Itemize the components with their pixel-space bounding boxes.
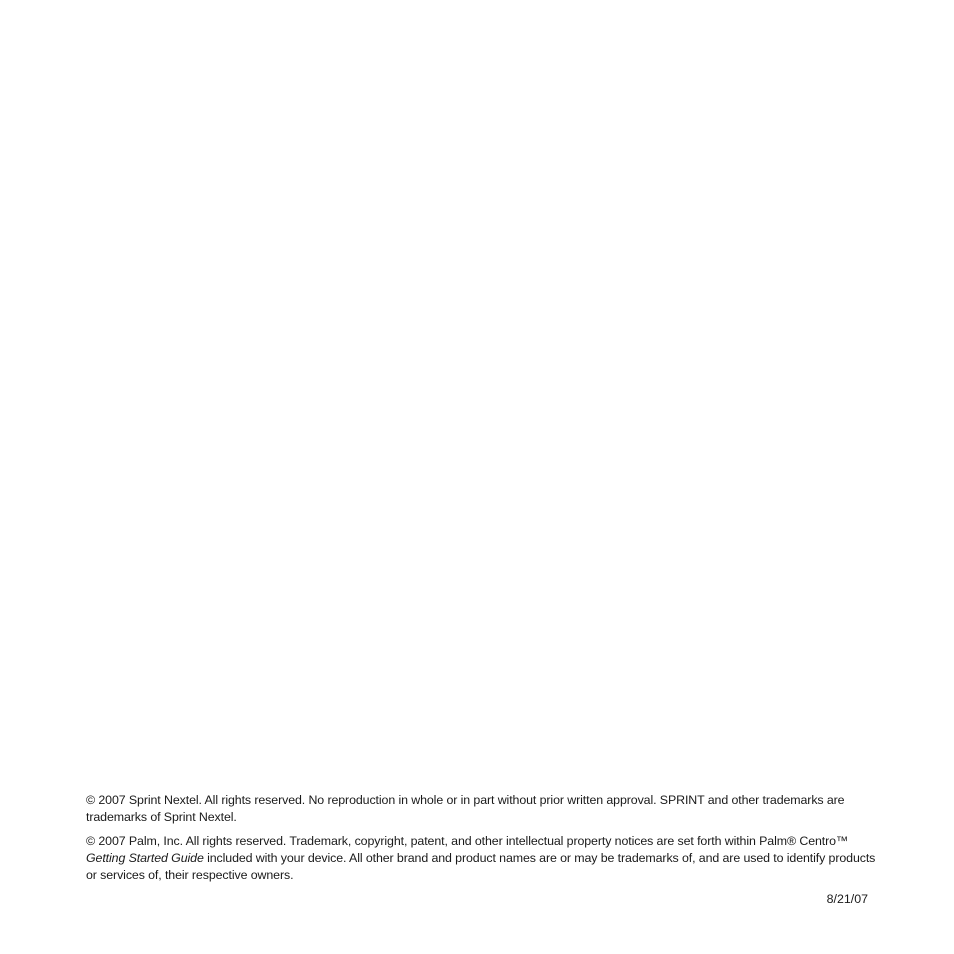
sprint-copyright-notice: © 2007 Sprint Nextel. All rights reserved. No reproduction in whole or in part without prior written approval. SPRINT and other trademarks are trademarks of Sprint Nextel. (86, 793, 845, 824)
palm-notice-text-start: © 2007 Palm, Inc. All rights reserved. Trademark, copyright, patent, and other intellectual property notices are set forth within Palm® Centro™ (86, 834, 849, 848)
palm-copyright-notice (86, 833, 876, 884)
palm-notice-text-end: included with your device. All other brand and product names are or may be trademarks of, and are used to identify products or services of, their respective owners. (86, 851, 876, 882)
guide-title: Getting Started Guide (86, 851, 204, 865)
document-date: 8/21/07 (826, 892, 868, 906)
legal-notices (86, 792, 876, 891)
